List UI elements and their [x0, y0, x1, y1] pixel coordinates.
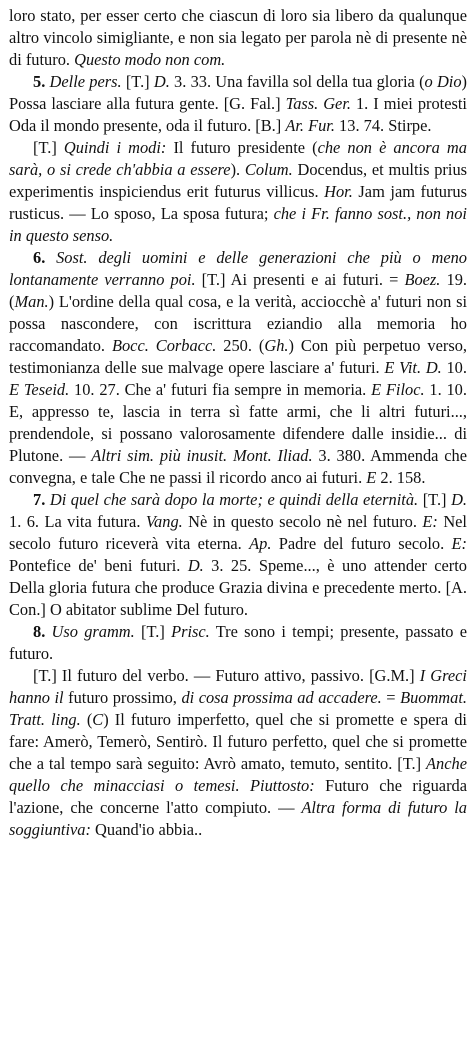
text-run: E Vit. D.: [384, 358, 442, 377]
text-run: [T.]: [134, 622, 172, 641]
text-run: Docendus, et multis prius experimentis inspiciendus erit futurus villicus.: [9, 160, 468, 201]
text-run: ) L'ordine della qual cosa, e la verità, acciocchè a' futuri non si possa nascondere, con iscrittura eziandio alla memoria ho raccomandato.: [9, 292, 467, 355]
text-run: 19. (: [9, 270, 467, 311]
text-run: Di quel che sarà dopo la morte; e quindi della eternità.: [49, 490, 419, 509]
text-run: 10.: [441, 358, 467, 377]
text-run: [T.]: [121, 72, 154, 91]
text-run: Colum.: [244, 160, 293, 179]
text-run: D.: [187, 556, 204, 575]
text-run: Jam jam futurus rusticus. — Lo sposo, La sposa futura;: [9, 182, 467, 223]
text-run: Pontefice de' beni futuri.: [9, 556, 188, 575]
text-run: Padre del futuro secolo.: [271, 534, 452, 553]
text-run: Quindi i modi:: [63, 138, 167, 157]
text-run: 2. 158.: [376, 468, 426, 487]
text-run: futuro prossimo,: [63, 688, 182, 707]
text-run: Vang.: [145, 512, 183, 531]
text-run: Gh.: [264, 336, 289, 355]
text-run: 1. 6. La vita futura.: [9, 512, 146, 531]
text-run: E Filoc.: [371, 380, 425, 399]
text-run: Buommat. Tratt. ling.: [9, 688, 467, 729]
text-run: ).: [230, 160, 245, 179]
text-run: C: [92, 710, 104, 729]
text-run: che i Fr. fanno sost., non noi in questo senso.: [9, 204, 467, 245]
paragraph-sense-8-verb: [9, 665, 467, 841]
text-run: Prisc.: [171, 622, 210, 641]
text-run: D.: [451, 490, 467, 509]
text-run: 250. (: [216, 336, 265, 355]
text-run: Ar. Fur.: [285, 116, 335, 135]
text-run: Boez.: [404, 270, 441, 289]
text-run: E:: [451, 534, 468, 553]
text-run: Quand'io abbia..: [90, 820, 203, 839]
text-run: Questo modo non com.: [74, 50, 226, 69]
text-run: di cosa prossima ad accadere.: [181, 688, 382, 707]
text-run: Nè in questo secolo nè nel futuro.: [182, 512, 423, 531]
text-run: [T.]: [418, 490, 452, 509]
paragraph-sense-5: [9, 71, 467, 137]
text-run: Altra forma di futuro la soggiuntiva:: [9, 798, 467, 839]
text-run: [T.]: [33, 138, 64, 157]
text-run: D.: [153, 72, 170, 91]
paragraph-sense-7: [9, 489, 467, 621]
text-run: E:: [422, 512, 438, 531]
text-run: 13. 74. Stirpe.: [334, 116, 432, 135]
text-run: Tre sono i tempi; presente, passato e futuro.: [9, 622, 467, 663]
text-run: Ap.: [249, 534, 272, 553]
text-run: Altri sim. più inusit. Mont. Iliad.: [91, 446, 313, 465]
text-run: [T.] Il futuro del verbo. — Futuro attivo, passivo. [G.M.]: [33, 666, 420, 685]
text-run: Il futuro presidente (: [166, 138, 318, 157]
text-run: Anche quello che minacciasi o temesi. Piuttosto:: [9, 754, 467, 795]
text-run: Hor.: [324, 182, 353, 201]
text-run: E Teseid.: [9, 380, 70, 399]
text-run: Uso gramm.: [51, 622, 135, 641]
text-run: 10. 27. Che a' futuri fia sempre in memoria.: [69, 380, 372, 399]
text-run: ) Con più perpetuo verso, testimonianza delle sue malvage opere lasciare a' futuri.: [9, 336, 467, 377]
text-run: Nel secolo futuro riceverà vita eterna.: [9, 512, 467, 553]
text-run: 3. 380. Ammenda che convegna, e tale Che ne passi il ricordo anco ai futuri.: [9, 446, 467, 487]
text-run: =: [381, 688, 401, 707]
text-run: Futuro che riguarda l'azione, che concerne l'atto compiuto. —: [9, 776, 468, 817]
text-run: [T.] Ai presenti e ai futuri. =: [195, 270, 405, 289]
text-run: 6.: [33, 248, 57, 267]
paragraph-sense-8: [9, 621, 467, 665]
text-run: loro stato, per esser certo che ciascun di loro sia libero da qualunque altro vincolo simigliante, e non sia legato per parola nè di presente nè di futuro.: [9, 6, 467, 69]
paragraph-sense-5-derived: [9, 137, 467, 247]
text-run: 1. 10. E, appresso te, lascia in terra sì fatte armi, che li altri futuri..., prendendole, si possano valorosamente difendere dalle insidie... di Plutone. —: [9, 380, 467, 465]
text-run: Delle pers.: [49, 72, 122, 91]
text-run: 5.: [33, 72, 50, 91]
text-run: E: [366, 468, 377, 487]
text-run: o Dio: [424, 72, 462, 91]
paragraph-sense-6: [9, 247, 467, 489]
text-run: Man.: [14, 292, 49, 311]
text-run: Sost. degli uomini e delle generazioni che più o meno lontanamente verranno poi.: [9, 248, 468, 289]
text-run: (: [80, 710, 93, 729]
text-run: ) Il futuro imperfetto, quel che si promette e spera di fare: Amerò, Temerò, Sentirò. Il futuro perfetto, quel che si promette che a tal tempo sarà seguito: Avrò amato, temuto, sentito. [T.]: [9, 710, 467, 773]
text-run: 3. 25. Speme..., è uno attender certo Della gloria futura che produce Grazia divina e precedente merto. [A. Con.] O abitator sublime Del futuro.: [9, 556, 467, 619]
text-run: I Greci hanno il: [9, 666, 467, 707]
text-run: 1. I miei protesti Oda il mondo presente, oda il futuro. [B.]: [9, 94, 467, 135]
text-run: 3. 33. Una favilla sol della tua gloria (: [169, 72, 425, 91]
text-run: 8.: [33, 622, 52, 641]
text-run: ) Possa lasciare alla futura gente. [G. Fal.]: [9, 72, 468, 113]
text-run: 7.: [33, 490, 50, 509]
text-run: Tass. Ger.: [285, 94, 351, 113]
paragraph-continuation: [9, 5, 467, 71]
text-run: Bocc. Corbacc.: [111, 336, 217, 355]
text-run: che non è ancora ma sarà, o si crede ch'abbia a essere: [9, 138, 467, 179]
